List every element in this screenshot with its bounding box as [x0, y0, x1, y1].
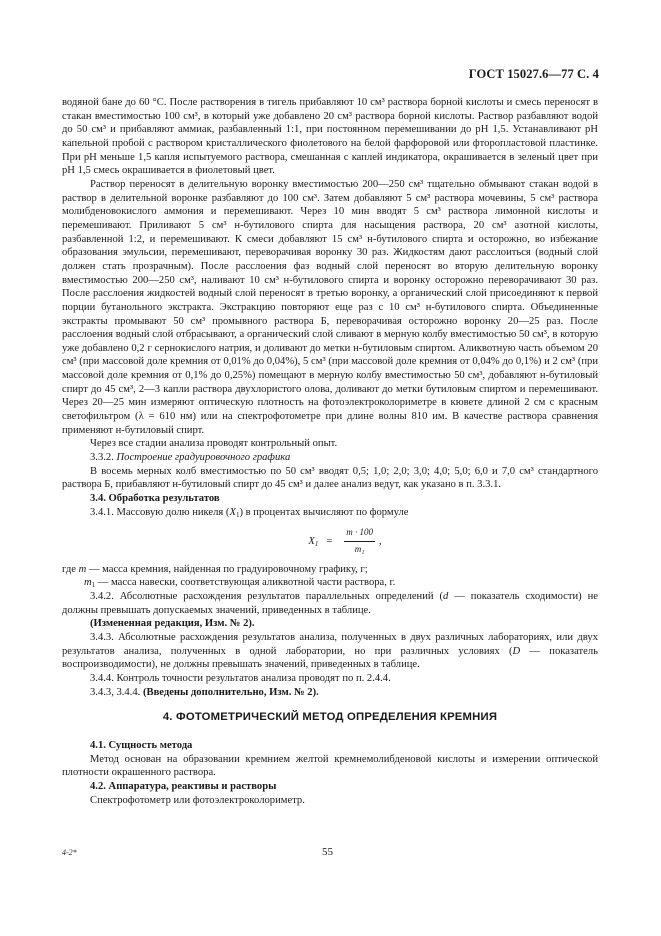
- paragraph-4-1: Метод основан на образовании кремнием желтой кремнемолибденовой кислоты и измерении оптической плотности окрашенного раствора.: [62, 753, 598, 779]
- edit-note-2: 3.4.3, 3.4.4. (Введены дополнительно, Изм. № 2).: [90, 686, 319, 698]
- page-number: 55: [322, 846, 333, 858]
- paragraph-3-4-4: 3.4.4. Контроль точности результатов анализа проводят по п. 2.4.4.: [90, 672, 391, 684]
- paragraph-extraction: Раствор переносят в делительную воронку вместимостью 200—250 см³ тщательно обмывают стакан водой в раствор в делительной воронке разбавляют до 100 см³. Затем добавляют 5 см³ раствора мочевины, 5 см³ раствора молибденовокислого аммония и перемешивают. Через 10 мин вводят 5 см³ раствора лимонной кислоты и перемешивают. Приливают 5 см³ н-бутилового спирта для насыщения раствора, 20 см³ азотной кислоты, разбавленной 1:2, и перемешивают. К смеси добавляют 15 см³ н-бутилового спирта и осторожно, во избежание образования эмульсии, перемешивают, переворачивая воронку 30 раз. Жидкостям дают расслоиться (водный слой должен стать прозрачным). После расслоения фаз водный слой переносят во вторую делительную воронку вместимостью 200—250 см³, наливают 10 см³ н-бутилового спирта и воронку осторожно переворачивают 30 раз. После расслоения жидкостей водный слой переносят в третью воронку, а органический слой присоединяют к первой порции бутанольного экстракта. Экстракцию повторяют еще раз с 10 см³ н-бутилового спирта. Объединенные экстракты промывают 50 см³ промывного раствора Б, переворачивая осторожно воронку 20—25 раз. После расслоения водный слой отбрасывают, а органический слой сливают в мерную колбу вместимостью 50 см³, в которую уже добавлено 0,2 г сернокислого натрия, и доливают до метки н-бутиловым спиртом. Аликвотную часть объемом 20 см³ (при массовой доле кремния от 0,01% до 0,04%), 5 см³ (при массовой доле кремния от 0,04% до 0,1%) и 2 см³ (при массовой доле кремния от 0,1% до 0,25%) помещают в мерную колбу вместимостью 50 см³, добавляют н-бутиловый спирт до 45 см³, 2—3 капли раствора двухлористого олова, доливают до метки бутиловым спиртом и перемешивают. Через 20—25 мин измеряют оптическую плотность на фотоэлектроколориметре в кювете длиной 2 см с красным светофильтром (λ = 610 нм) или на спектрофотометре при длине волны 810 им. В качестве раствора сравнения применяют н-бутиловый спирт.: [62, 178, 598, 436]
- subsection-title: Построение градуировочного графика: [116, 452, 291, 464]
- page-header: ГОСТ 15027.6—77 С. 4: [468, 67, 599, 81]
- heading-4-1: 4.1. Сущность метода: [90, 739, 193, 751]
- paragraph-3-4-2: 3.4.2. Абсолютные расхождения результатов параллельных определений (d — показатель сходимости) не должны превышать допускаемых значений, приведенных в таблице.: [62, 590, 599, 616]
- paragraph-3-4-3: 3.4.3. Абсолютные расхождения результатов анализа, полученных в двух различных лабораториях, или двух результатов анализа, полученных в одной лаборатории, но при различных условиях (D — показатель воспроизводимости), не должны превышать значений, приведенных в таблице.: [62, 631, 598, 671]
- heading-4-2: 4.2. Аппаратура, реактивы и растворы: [90, 780, 277, 792]
- formula-x1: [62, 526, 598, 556]
- formula-numerator: m · 100: [344, 526, 375, 542]
- subsection-3-3-2: [62, 451, 598, 465]
- heading-3-4: 3.4. Обработка результатов: [90, 493, 220, 505]
- paragraph-4-2: Спектрофотометр или фотоэлектроколориметр.: [90, 794, 305, 806]
- page-content: [62, 96, 598, 807]
- formula-fraction: [344, 526, 375, 556]
- formula-equals: =: [326, 535, 333, 547]
- edit-note-1: (Измененная редакция, Изм. № 2).: [90, 618, 255, 630]
- formula-lhs: $X_1$: [308, 535, 319, 548]
- formula-comma: ,: [378, 535, 382, 547]
- paragraph-control-test: Через все стадии анализа проводят контрольный опыт.: [90, 438, 338, 450]
- paragraph-continued: водяной бане до 60 °С. После растворения в тигель прибавляют 10 см³ раствора борной кислоты и смесь переносят в стакан вместимостью 100 см³, в который уже добавлено 20 см³ раствора борной кислоты. Раствор разбавляют водой до 50 см³ и прибавляют аммиак, разбавленный 1:1, при постоянном перемешивании до рН 1,5. Устанавливают рН капельной пробой с раствором кристаллического фиолетового на белой фарфоровой или фторопластовой пластинке. При рН меньше 1,5 капля испытуемого раствора, смешанная с каплей индикатора, окрашивается в зеленый цвет при рН 1,5 смесь окрашивается в фиолетовый цвет.: [62, 97, 598, 177]
- section-4-title: 4. ФОТОМЕТРИЧЕСКИЙ МЕТОД ОПРЕДЕЛЕНИЯ КРЕМНИЯ: [162, 711, 498, 724]
- where-m: где m — масса кремния, найденная по градуировочному графику, г;: [62, 563, 368, 575]
- formula-denominator: m₁: [354, 544, 365, 554]
- subsection-number: 3.3.2.: [90, 452, 114, 464]
- footer-mark: 4-2*: [62, 848, 77, 857]
- paragraph-calibration: В восемь мерных колб вместимостью по 50 см³ вводят 0,5; 1,0; 2,0; 3,0; 4,0; 5,0; 6,0 и 7,0 см³ стандартного раствора Б, прибавляют н-бутиловый спирт до 45 см³ и далее анализ ведут, как указано в п. 3.3.1.: [62, 465, 598, 491]
- paragraph-3-4-1: 3.4.1. Массовую долю никеля $(X_1)$ в процентах вычисляют по формуле: [90, 506, 409, 519]
- where-m1: $m_1$ — масса навески, соответствующая аликвотной части раствора, г.: [84, 577, 396, 590]
